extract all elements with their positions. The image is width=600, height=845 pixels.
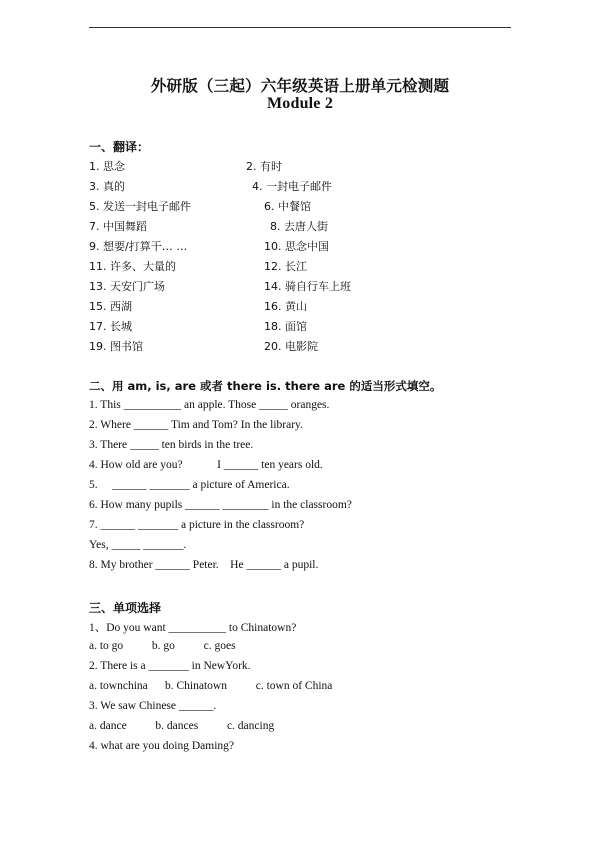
translate-item: 9. 想要/打算干… … bbox=[89, 240, 188, 253]
translate-item: 4. 一封电子邮件 bbox=[252, 180, 332, 193]
section2-heading: 二、用 am, is, are 或者 there is. there are 的适当形式填空。 bbox=[89, 379, 442, 393]
page-subtitle: Module 2 bbox=[266, 95, 334, 112]
fill-blank-line: 4. How old are you? I ______ ten years old. bbox=[89, 459, 323, 471]
question-line: 2. There is a _______ in NewYork. bbox=[89, 660, 251, 672]
translate-item: 10. 思念中国 bbox=[264, 240, 329, 253]
translate-item: 5. 发送一封电子邮件 bbox=[89, 200, 191, 213]
option-line: a. townchina b. Chinatown c. town of China bbox=[89, 680, 333, 692]
fill-blank-line: 6. How many pupils ______ ________ in the classroom? bbox=[89, 499, 352, 511]
question-line: 4. what are you doing Daming? bbox=[89, 740, 234, 752]
question-line: 3. We saw Chinese ______. bbox=[89, 700, 217, 712]
translate-item: 7. 中国舞蹈 bbox=[89, 220, 147, 233]
translate-item: 17. 长城 bbox=[89, 320, 132, 333]
translate-item: 12. 长江 bbox=[264, 260, 307, 273]
fill-blank-line: 7. ______ _______ a picture in the classroom? bbox=[89, 519, 305, 531]
translate-item: 1. 思念 bbox=[89, 160, 125, 173]
translate-item: 16. 黄山 bbox=[264, 300, 307, 313]
translate-item: 2. 有时 bbox=[246, 160, 282, 173]
question-line: 1、Do you want __________ to Chinatown? bbox=[89, 622, 297, 634]
translate-item: 13. 天安门广场 bbox=[89, 280, 165, 293]
option-line: a. to go b. go c. goes bbox=[89, 640, 236, 652]
option-line: a. dance b. dances c. dancing bbox=[89, 720, 275, 732]
fill-blank-line: 1. This __________ an apple. Those _____ oranges. bbox=[89, 399, 330, 411]
translate-item: 6. 中餐馆 bbox=[264, 200, 311, 213]
fill-blank-line: 3. There _____ ten birds in the tree. bbox=[89, 439, 254, 451]
translate-item: 15. 西湖 bbox=[89, 300, 132, 313]
fill-blank-line: 8. My brother ______ Peter. He ______ a pupil. bbox=[89, 559, 319, 571]
section3-heading: 三、单项选择 bbox=[89, 601, 162, 615]
translate-item: 19. 图书馆 bbox=[89, 340, 143, 353]
translate-item: 3. 真的 bbox=[89, 180, 125, 193]
translate-item: 8. 去唐人街 bbox=[270, 220, 328, 233]
translate-item: 20. 电影院 bbox=[264, 340, 318, 353]
fill-blank-line: 5. ______ _______ a picture of America. bbox=[89, 479, 290, 491]
header-rule bbox=[89, 27, 511, 28]
translate-item: 18. 面馆 bbox=[264, 320, 307, 333]
section1-heading: 一、翻译： bbox=[89, 140, 150, 154]
translate-item: 14. 骑自行车上班 bbox=[264, 280, 351, 293]
fill-blank-line: Yes, _____ _______. bbox=[89, 539, 187, 551]
translate-item: 11. 许多、大量的 bbox=[89, 260, 176, 273]
fill-blank-line: 2. Where ______ Tim and Tom? In the library. bbox=[89, 419, 303, 431]
page-title: 外研版（三起）六年级英语上册单元检测题 bbox=[150, 76, 450, 95]
